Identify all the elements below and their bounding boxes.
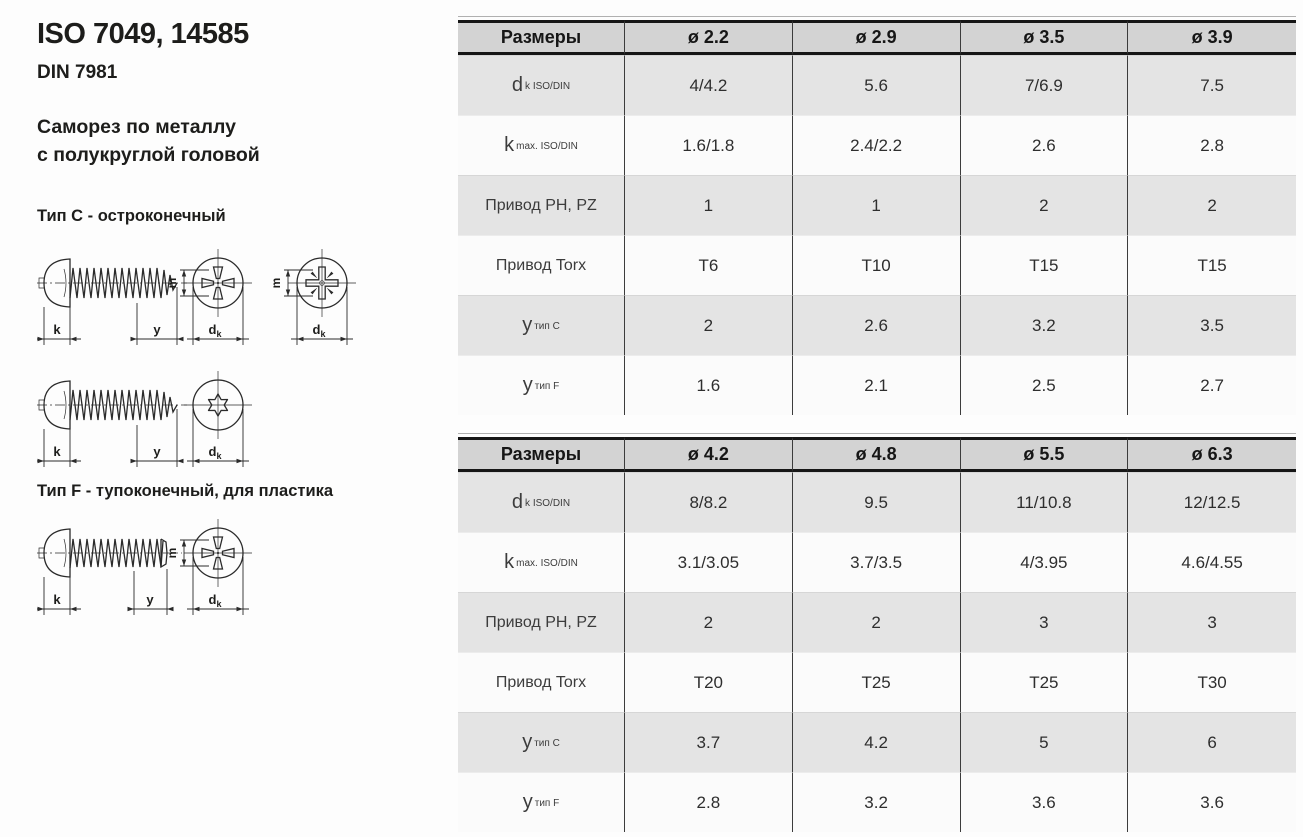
table-row-label: d $_{k ISO/DIN}$ <box>458 55 625 115</box>
type-c-drawing-ph-pz <box>37 243 447 359</box>
standard-subtitle: DIN 7981 <box>37 62 118 83</box>
table-cell: 1 <box>793 175 961 235</box>
dimensions-table-large-diameters <box>458 437 1296 832</box>
type-c-heading: Тип C - остроконечный <box>37 207 226 225</box>
table-cell: 3.2 <box>793 772 961 832</box>
table-cell: 7/6.9 <box>961 55 1129 115</box>
table-cell: 1.6/1.8 <box>625 115 793 175</box>
table-header-diameter: ø 3.9 <box>1128 20 1296 55</box>
phillips-head-view <box>184 249 252 317</box>
phillips-head-view <box>184 519 252 587</box>
table-cell: T25 <box>961 652 1129 712</box>
table-row-label: Привод PH, PZ <box>458 592 625 652</box>
table-header-size-label: Размеры <box>458 20 625 55</box>
type-f-heading: Тип F - тупоконечный, для пластика <box>37 482 334 500</box>
description-line-1: Саморез по металлу <box>37 116 236 138</box>
table-cell: 2.5 <box>961 355 1129 415</box>
table-cell: 4/4.2 <box>625 55 793 115</box>
table-cell: 3.6 <box>961 772 1129 832</box>
dim-label-m: m <box>165 547 179 559</box>
table-row-label: Привод Torx <box>458 652 625 712</box>
table-row-label: k $_{max. ISO/DIN}$ <box>458 115 625 175</box>
table-header-diameter: ø 4.8 <box>793 437 961 472</box>
dim-label-m: m <box>165 277 179 289</box>
table-cell: 3.2 <box>961 295 1129 355</box>
table-cell: 3.7/3.5 <box>793 532 961 592</box>
table-cell: T10 <box>793 235 961 295</box>
dim-label-y: y <box>153 444 161 459</box>
table-row-label: у $_{тип F}$ <box>458 355 625 415</box>
table-cell: T15 <box>961 235 1129 295</box>
table-row-label: k $_{max. ISO/DIN}$ <box>458 532 625 592</box>
table-row-label: у $_{тип C}$ <box>458 295 625 355</box>
table-cell: 8/8.2 <box>625 472 793 532</box>
table-cell: 2 <box>625 295 793 355</box>
table-header-diameter: ø 2.2 <box>625 20 793 55</box>
table-row-label: d $_{k ISO/DIN}$ <box>458 472 625 532</box>
table-cell: 3 <box>961 592 1129 652</box>
table-cell: T30 <box>1128 652 1296 712</box>
table-cell: 2 <box>793 592 961 652</box>
table-cell: 4.2 <box>793 712 961 772</box>
table-cell: 2.8 <box>1128 115 1296 175</box>
page-title: ISO 7049, 14585 <box>37 18 249 50</box>
screw-side-view <box>37 381 187 429</box>
product-description <box>37 113 260 169</box>
table-cell: 2.6 <box>793 295 961 355</box>
table-cell: 4/3.95 <box>961 532 1129 592</box>
table-cell: 1.6 <box>625 355 793 415</box>
table-cell: 2 <box>961 175 1129 235</box>
table-cell: 3.5 <box>1128 295 1296 355</box>
dim-label-dk: $d_k$ <box>208 592 222 609</box>
dim-label-m: m <box>269 277 283 289</box>
table-cell: 9.5 <box>793 472 961 532</box>
table-cell: T6 <box>625 235 793 295</box>
table-header-diameter: ø 2.9 <box>793 20 961 55</box>
table-header-diameter: ø 3.5 <box>961 20 1129 55</box>
table-cell: T20 <box>625 652 793 712</box>
table-cell: 7.5 <box>1128 55 1296 115</box>
dim-label-y: y <box>146 592 154 607</box>
table-cell: 2.6 <box>961 115 1129 175</box>
screw-side-view-blunt <box>37 529 182 577</box>
table-cell: 1 <box>625 175 793 235</box>
type-c-drawing-torx <box>37 365 447 481</box>
dim-label-dk: $d_k$ <box>208 322 222 339</box>
table-cell: 3.1/3.05 <box>625 532 793 592</box>
table-cell: 2 <box>625 592 793 652</box>
table-cell: 2.7 <box>1128 355 1296 415</box>
dim-label-k: k <box>53 322 61 337</box>
dim-label-k: k <box>53 444 61 459</box>
table-cell: 12/12.5 <box>1128 472 1296 532</box>
table-cell: 11/10.8 <box>961 472 1129 532</box>
type-f-drawing-ph <box>37 513 447 629</box>
table-row-label: у $_{тип C}$ <box>458 712 625 772</box>
table-cell: 6 <box>1128 712 1296 772</box>
table-cell: 3 <box>1128 592 1296 652</box>
table-header-diameter: ø 5.5 <box>961 437 1129 472</box>
table-header-size-label: Размеры <box>458 437 625 472</box>
description-line-2: с полукруглой головой <box>37 144 260 166</box>
dimensions-table-small-diameters <box>458 20 1296 415</box>
torx-head-view <box>184 371 252 439</box>
dim-label-k: k <box>53 592 61 607</box>
table-cell: 5.6 <box>793 55 961 115</box>
table-row-label: у $_{тип F}$ <box>458 772 625 832</box>
dim-label-y: y <box>153 322 161 337</box>
table-cell: 2 <box>1128 175 1296 235</box>
table-cell: 3.6 <box>1128 772 1296 832</box>
table-cell: 2.1 <box>793 355 961 415</box>
table-cell: 2.8 <box>625 772 793 832</box>
table-cell: 2.4/2.2 <box>793 115 961 175</box>
table-cell: T25 <box>793 652 961 712</box>
table-cell: 5 <box>961 712 1129 772</box>
dim-label-dk: $d_k$ <box>208 444 222 461</box>
table-row-label: Привод Torx <box>458 235 625 295</box>
pozidriv-head-view <box>288 249 356 317</box>
dim-label-dk: $d_k$ <box>312 322 326 339</box>
table-cell: 3.7 <box>625 712 793 772</box>
table-cell: T15 <box>1128 235 1296 295</box>
table-header-diameter: ø 4.2 <box>625 437 793 472</box>
table-header-diameter: ø 6.3 <box>1128 437 1296 472</box>
table-cell: 4.6/4.55 <box>1128 532 1296 592</box>
table-row-label: Привод PH, PZ <box>458 175 625 235</box>
